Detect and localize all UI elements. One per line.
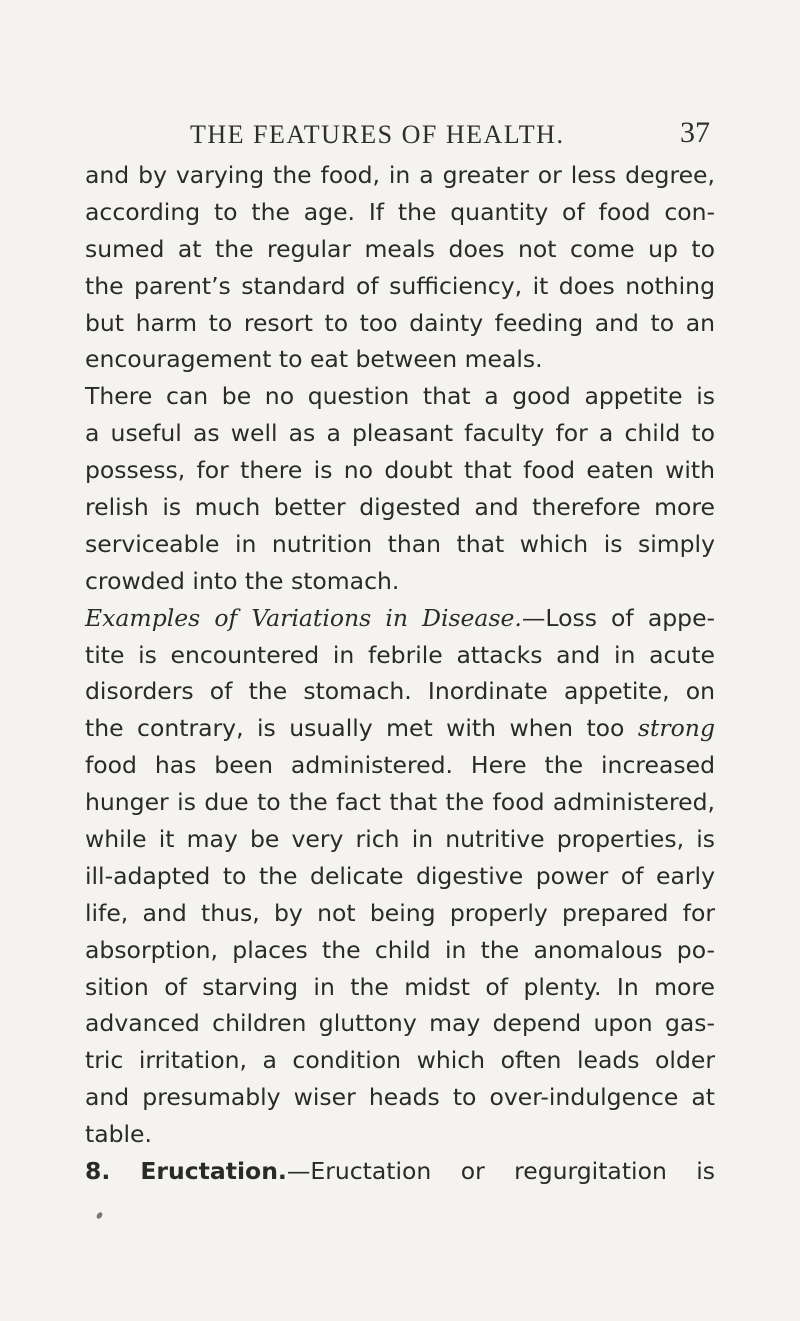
ink-speck bbox=[95, 1211, 103, 1220]
paragraph-4 bbox=[85, 1153, 715, 1190]
text-line: disorders of the stomach. Inordinate appetite, on bbox=[85, 677, 715, 706]
section-heading: Examples of Variations in Disease. bbox=[85, 603, 522, 632]
text-line: sition of starving in the midst of plenty. In more bbox=[85, 972, 715, 1001]
emphasis: strong bbox=[637, 714, 715, 743]
body-text bbox=[85, 157, 715, 1190]
text-line: while it may be very rich in nutritive properties, is bbox=[85, 825, 715, 854]
text-line bbox=[85, 710, 715, 747]
page-number: 37 bbox=[680, 116, 710, 149]
section-heading: 8. Eructation. bbox=[85, 1157, 287, 1186]
running-head: THE FEATURES OF HEALTH. bbox=[190, 120, 565, 149]
text-run: —Loss of appe- bbox=[521, 603, 716, 632]
text-line: ill-adapted to the delicate digestive power of early bbox=[85, 861, 715, 890]
text-line: tric irritation, a condition which often leads older bbox=[85, 1046, 715, 1075]
paragraph-3 bbox=[85, 600, 715, 1153]
text-line: food has been administered. Here the increased bbox=[85, 751, 715, 780]
text-run: the contrary, is usually met with when too bbox=[85, 714, 638, 743]
text-line: tite is encountered in febrile attacks and in acute bbox=[85, 640, 715, 669]
text-line: hunger is due to the fact that the food administered, bbox=[85, 788, 715, 817]
text-line bbox=[85, 1153, 715, 1190]
text-line: advanced children gluttony may depend upon gas- bbox=[85, 1009, 715, 1038]
text-run: —Eructation or regurgitation is bbox=[286, 1157, 715, 1186]
text-line: table. bbox=[85, 1120, 152, 1149]
text-line: encouragement to eat between meals. bbox=[85, 345, 543, 374]
text-line: There can be no question that a good appetite is bbox=[85, 382, 715, 411]
text-line: absorption, places the child in the anomalous po- bbox=[85, 935, 715, 964]
text-line: the parent’s standard of sufficiency, it does nothing bbox=[85, 271, 715, 300]
text-line: but harm to resort to too dainty feeding and to an bbox=[85, 308, 715, 337]
paragraph-2 bbox=[85, 378, 715, 599]
text-line: a useful as well as a pleasant faculty for a child to bbox=[85, 419, 715, 448]
paragraph-1 bbox=[85, 157, 715, 378]
text-line: possess, for there is no doubt that food eaten with bbox=[85, 456, 715, 485]
text-line: and presumably wiser heads to over-indulgence at bbox=[85, 1083, 715, 1112]
text-line: and by varying the food, in a greater or less degree, bbox=[85, 161, 715, 189]
text-line: according to the age. If the quantity of food con- bbox=[85, 197, 715, 226]
text-line: life, and thus, by not being properly prepared for bbox=[85, 898, 715, 927]
text-line: serviceable in nutrition than that which is simply bbox=[85, 529, 715, 558]
text-line: crowded into the stomach. bbox=[85, 566, 400, 595]
text-line bbox=[85, 600, 715, 637]
text-line: sumed at the regular meals does not come up to bbox=[85, 234, 715, 263]
text-line: relish is much better digested and therefore more bbox=[85, 493, 715, 522]
